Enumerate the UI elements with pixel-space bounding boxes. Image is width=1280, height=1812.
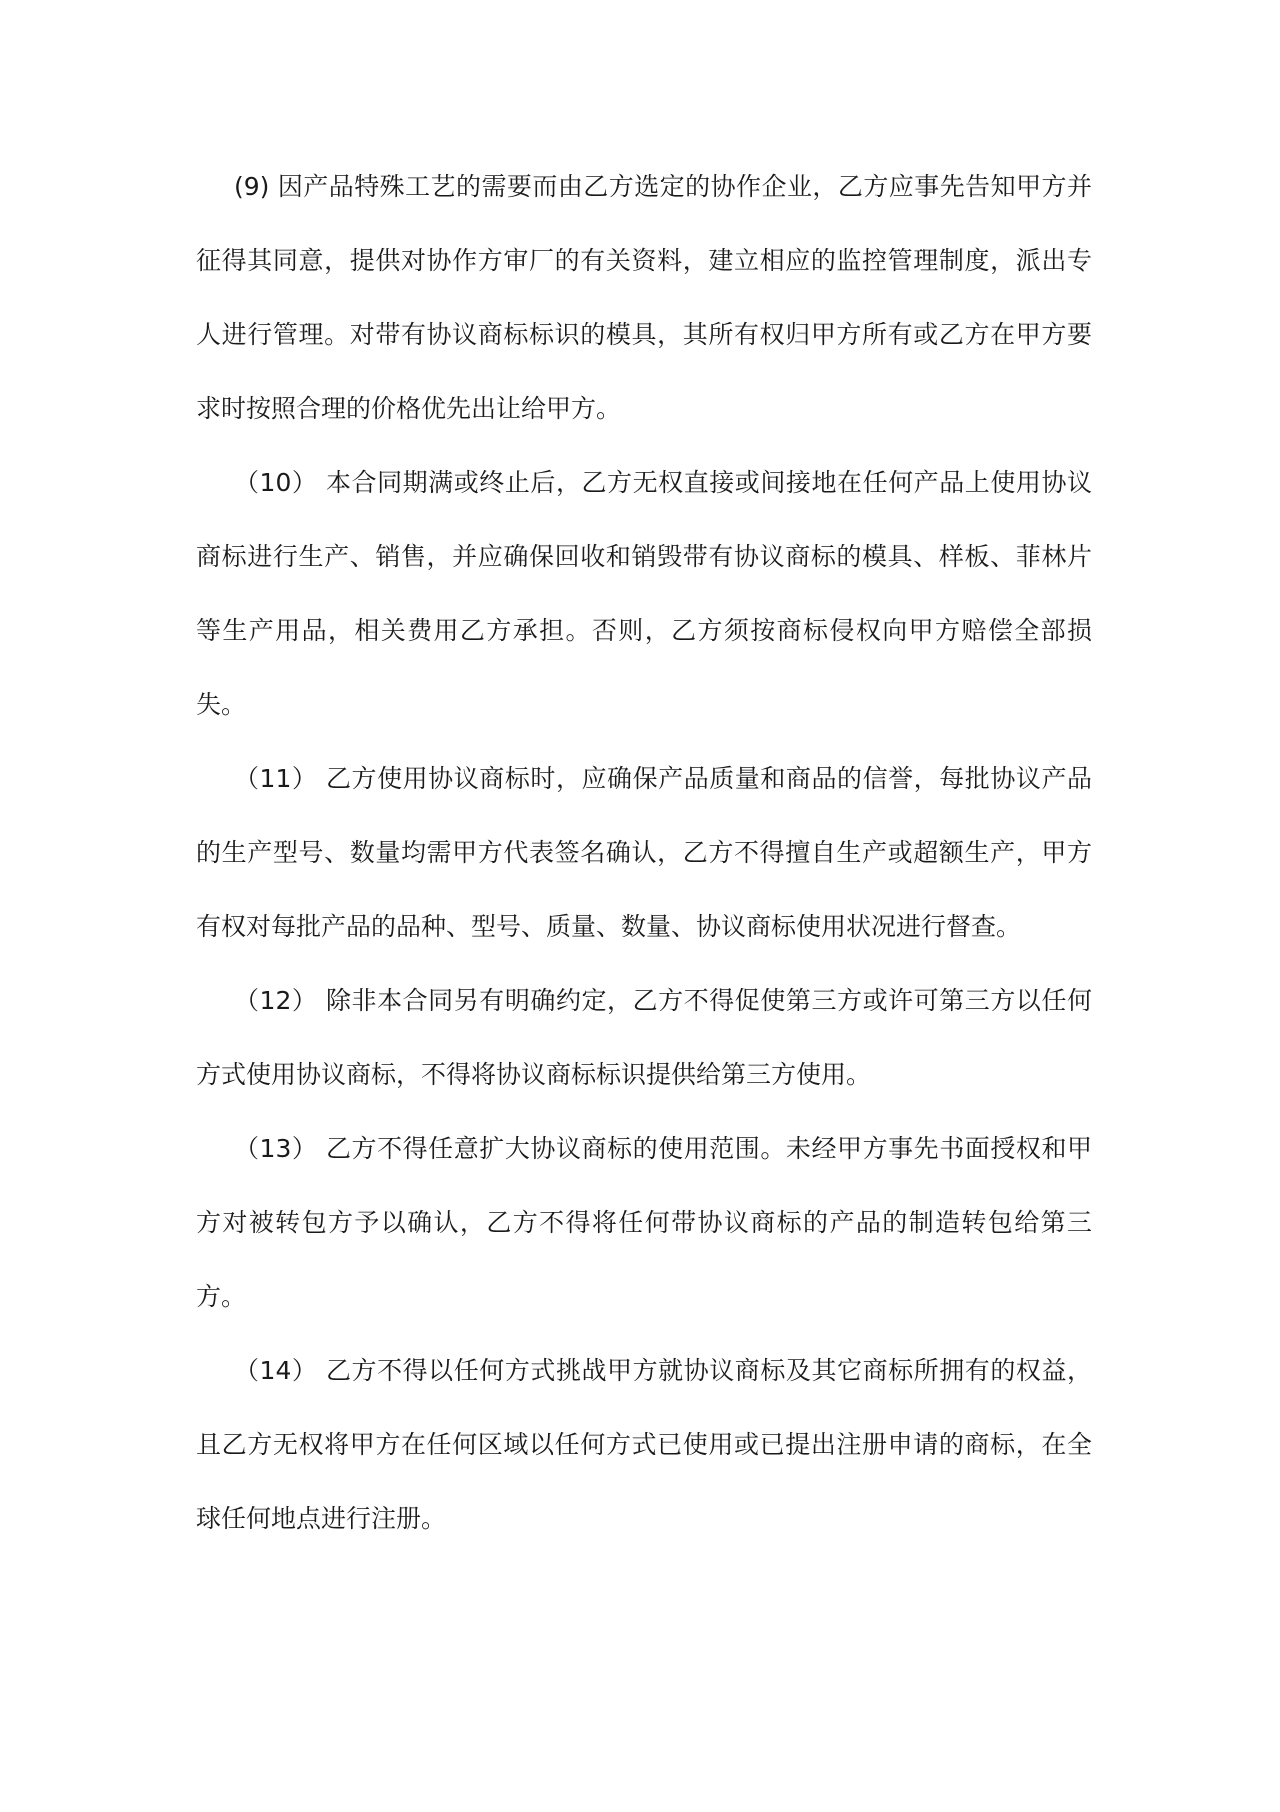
clause-13: （13） 乙方不得任意扩大协议商标的使用范围。未经甲方事先书面授权和甲方对被转包方予以确认，乙方不得将任何带协议商标的产品的制造转包给第三方。: [196, 1134, 1092, 1311]
document-body: [196, 150, 1092, 1556]
clause-12: （12） 除非本合同另有明确约定，乙方不得促使第三方或许可第三方以任何方式使用协议商标，不得将协议商标标识提供给第三方使用。: [196, 986, 1092, 1089]
clause-10: （10） 本合同期满或终止后，乙方无权直接或间接地在任何产品上使用协议商标进行生产、销售，并应确保回收和销毁带有协议商标的模具、样板、菲林片等生产用品，相关费用乙方承担。否则，乙方须按商标侵权向甲方赔偿全部损失。: [196, 468, 1092, 719]
clause-9: (9) 因产品特殊工艺的需要而由乙方选定的协作企业，乙方应事先告知甲方并征得其同意，提供对协作方审厂的有关资料，建立相应的监控管理制度，派出专人进行管理。对带有协议商标标识的模具，其所有权归甲方所有或乙方在甲方要求时按照合理的价格优先出让给甲方。: [196, 172, 1092, 423]
clause-11: （11） 乙方使用协议商标时，应确保产品质量和商品的信誉，每批协议产品的生产型号、数量均需甲方代表签名确认，乙方不得擅自生产或超额生产，甲方有权对每批产品的品种、型号、质量、数量、协议商标使用状况进行督查。: [196, 764, 1092, 941]
clause-14: （14） 乙方不得以任何方式挑战甲方就协议商标及其它商标所拥有的权益，且乙方无权将甲方在任何区域以任何方式已使用或已提出注册申请的商标，在全球任何地点进行注册。: [196, 1356, 1092, 1533]
